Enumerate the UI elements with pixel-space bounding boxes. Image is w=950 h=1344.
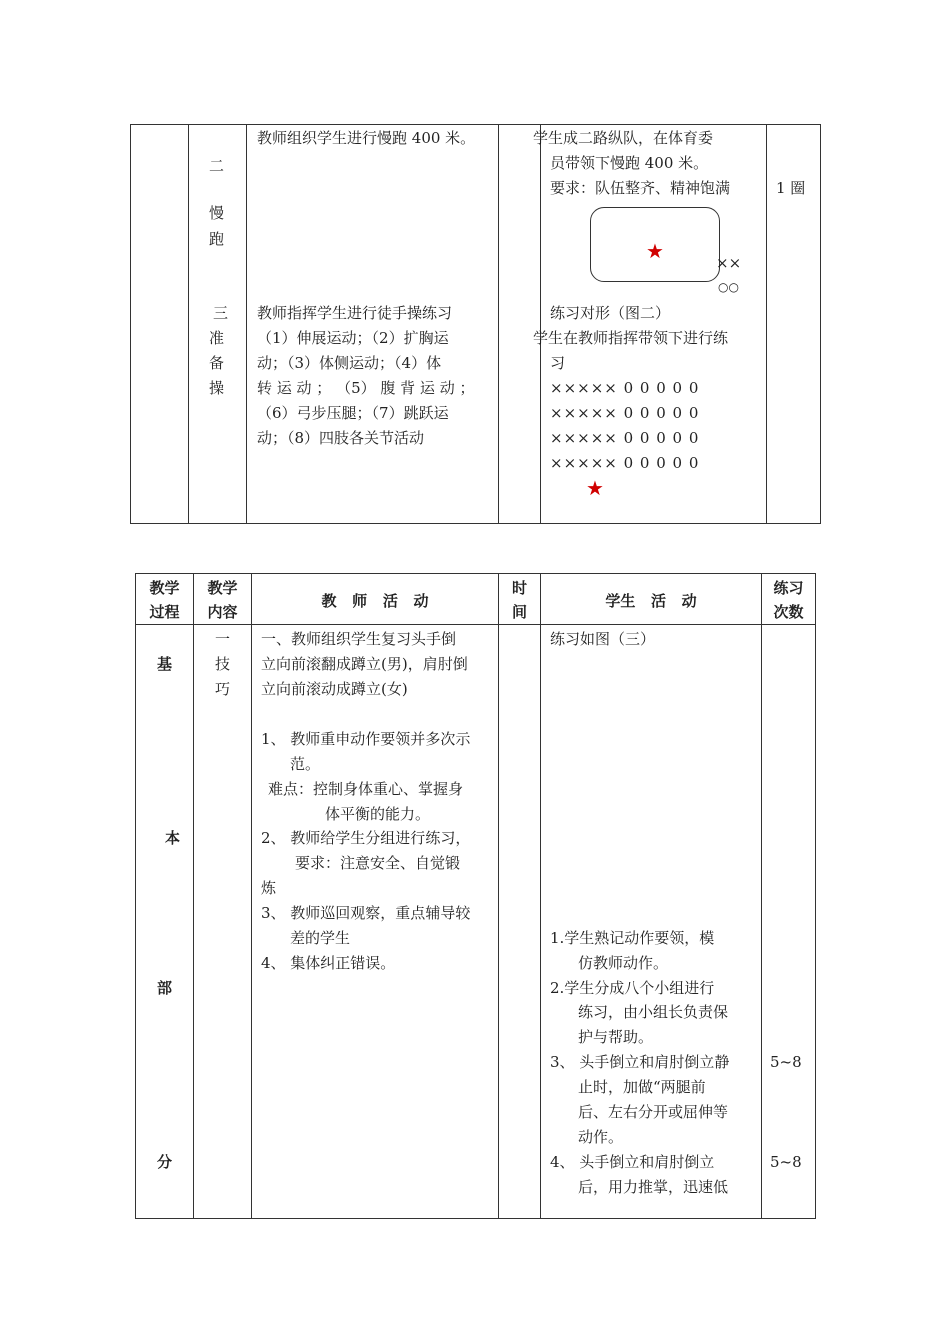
text-line: 炼 — [261, 879, 277, 897]
text-line: 学生成二路纵队，在体育委 — [533, 129, 714, 147]
count-value: 5~8 — [770, 1053, 802, 1071]
section-char: 备 — [209, 354, 225, 372]
table-2-col-divider — [193, 573, 194, 1219]
header-text: 练习 — [773, 579, 804, 597]
runner-marks-o: ○○ — [718, 280, 739, 294]
section-char: 跑 — [209, 230, 225, 248]
text-line: 练习，由小组长负责保 — [578, 1003, 729, 1021]
table-1-col-divider — [766, 124, 767, 524]
process-char: 部 — [157, 979, 173, 997]
text-line: 2.学生分成八个小组进行 — [550, 979, 715, 997]
text-line: 后，用力推掌，迅速低 — [578, 1178, 729, 1196]
process-char: 分 — [157, 1153, 173, 1171]
table-1-bottom-border — [130, 523, 821, 524]
text-line: 难点：控制身体重心、掌握身 — [268, 780, 464, 798]
content-char: 巧 — [215, 680, 231, 698]
content-char: 技 — [215, 655, 231, 673]
text-line: 仿教师动作。 — [578, 954, 669, 972]
section-char: 三 — [213, 304, 229, 322]
formation-row: ××××× 0 0 0 0 0 — [550, 379, 700, 397]
text-line: （6）弓步压腿；（7）跳跃运 — [257, 404, 449, 422]
text-line: 2、 教师给学生分组进行练习， — [261, 829, 471, 847]
count-run: 1 圈 — [776, 179, 806, 197]
text-line: 动；（8）四肢各关节活动 — [257, 429, 425, 447]
text-line: 止时，加做“两腿前 — [578, 1078, 706, 1096]
text-line: 动；（3）体侧运动；（4）体 — [257, 354, 442, 372]
text-line: （1）伸展运动；（2）扩胸运 — [257, 329, 449, 347]
text-line: 范。 — [290, 755, 321, 773]
table-1-col-divider — [498, 124, 499, 524]
text-line: 一、教师组织学生复习头手倒 — [261, 630, 457, 648]
process-char: 基 — [157, 655, 173, 673]
section-char: 慢 — [209, 204, 225, 222]
text-line: 护与帮助。 — [578, 1028, 654, 1046]
table-1-col-divider — [130, 124, 131, 524]
runner-marks-x: ×× — [716, 254, 742, 272]
table-2-col-divider — [815, 573, 816, 1219]
text-line: 练习对形（图二） — [550, 304, 671, 322]
text-line: 员带领下慢跑 400 米。 — [550, 154, 709, 172]
text-line: 习 — [550, 354, 566, 372]
text-line: 4、 集体纠正错误。 — [261, 954, 396, 972]
text-line: 教师指挥学生进行徒手操练习 — [257, 304, 453, 322]
text-line: 体平衡的能力。 — [325, 805, 431, 823]
teacher-star-icon: ★ — [646, 239, 664, 263]
header-text: 教学 — [207, 579, 238, 597]
table-1-col-divider — [540, 124, 541, 524]
text-line: 转 运 动 ； （5） 腹 背 运 动 ； — [257, 379, 475, 397]
header-text: 内容 — [207, 603, 238, 621]
section-char: 准 — [209, 329, 225, 347]
table-2-col-divider — [761, 573, 762, 1219]
header-text: 次数 — [773, 603, 804, 621]
text-line: 要求：队伍整齐、精神饱满 — [550, 179, 731, 197]
section-char: 二 — [209, 157, 225, 175]
text-line: 立向前滚翻成蹲立(男)，肩肘倒 — [261, 655, 468, 673]
text-line: 1、 教师重申动作要领并多次示 — [261, 730, 471, 748]
count-value: 5~8 — [770, 1153, 802, 1171]
teacher-star-icon: ★ — [586, 476, 604, 500]
text-line: 3、 头手倒立和肩肘倒立静 — [550, 1053, 730, 1071]
table-2-col-divider — [498, 573, 499, 1219]
header-text: 间 — [511, 603, 527, 621]
table-2-bottom-border — [135, 1218, 816, 1219]
section-char: 操 — [209, 379, 225, 397]
header-text: 过程 — [149, 603, 180, 621]
text-line: 立向前滚动成蹲立(女) — [261, 680, 408, 698]
table-1-col-divider — [246, 124, 247, 524]
table-2-header-divider — [135, 624, 816, 625]
text-line: 要求：注意安全、自觉锻 — [295, 854, 461, 872]
teacher-run-text: 教师组织学生进行慢跑 400 米。 — [257, 129, 476, 147]
header-teacher: 教 师 活 动 — [321, 592, 429, 610]
process-char: 本 — [165, 829, 181, 847]
table-1-top-border — [130, 124, 821, 125]
table-2-col-divider — [135, 573, 136, 1219]
text-line: 3、 教师巡回观察，重点辅导较 — [261, 904, 471, 922]
formation-row: ××××× 0 0 0 0 0 — [550, 429, 700, 447]
table-1-col-divider — [820, 124, 821, 524]
text-line: 1.学生熟记动作要领，模 — [550, 929, 715, 947]
table-1-col-divider — [188, 124, 189, 524]
table-2-top-border — [135, 573, 816, 574]
formation-row: ××××× 0 0 0 0 0 — [550, 404, 700, 422]
text-line: 练习如图（三） — [550, 630, 656, 648]
header-text: 时 — [511, 579, 527, 597]
header-student: 学生 活 动 — [605, 592, 697, 610]
table-2-col-divider — [540, 573, 541, 1219]
text-line: 4、 头手倒立和肩肘倒立 — [550, 1153, 715, 1171]
text-line: 学生在教师指挥带领下进行练 — [533, 329, 729, 347]
header-text: 教学 — [149, 579, 180, 597]
table-2-col-divider — [251, 573, 252, 1219]
text-line: 动作。 — [578, 1128, 624, 1146]
text-line: 后、左右分开或屈伸等 — [578, 1103, 729, 1121]
content-char: 一 — [215, 630, 231, 648]
text-line: 差的学生 — [290, 929, 351, 947]
formation-row: ××××× 0 0 0 0 0 — [550, 454, 700, 472]
